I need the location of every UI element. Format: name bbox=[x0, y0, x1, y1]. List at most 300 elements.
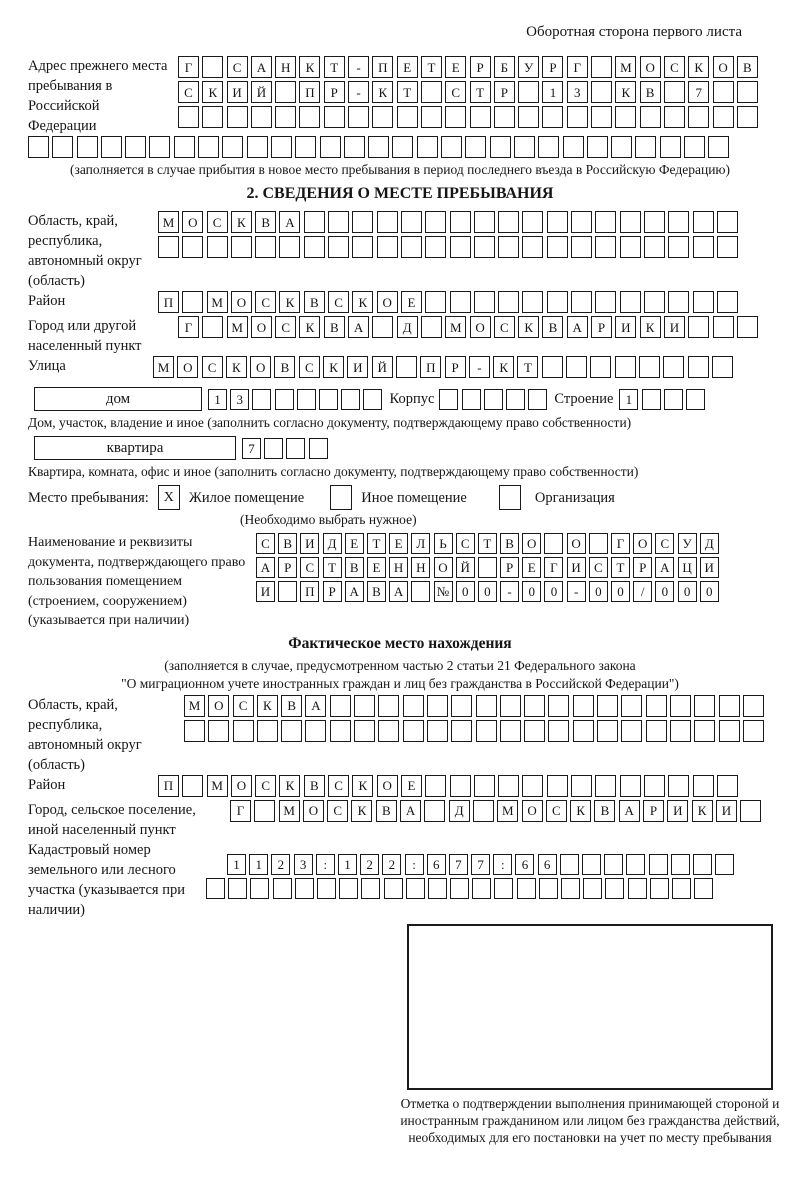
grid-cell bbox=[615, 106, 636, 128]
grid-cell: В bbox=[324, 316, 345, 338]
grid-cell: 0 bbox=[655, 581, 674, 602]
grid-cell bbox=[668, 775, 689, 797]
actual-region-grid bbox=[184, 695, 800, 745]
grid-cell bbox=[628, 878, 647, 899]
grid-cell: Г bbox=[178, 56, 199, 78]
grid-cell: С bbox=[202, 356, 223, 378]
grid-cell bbox=[542, 356, 563, 378]
grid-cell: К bbox=[226, 356, 247, 378]
stamp-box bbox=[407, 924, 773, 1090]
grid-cell bbox=[563, 136, 584, 158]
grid-cell: И bbox=[667, 800, 688, 822]
grid-cell: К bbox=[351, 800, 372, 822]
grid-cell bbox=[595, 291, 616, 313]
stay-type-line bbox=[28, 485, 800, 510]
prev-address-block bbox=[28, 56, 800, 136]
grid-row bbox=[230, 800, 765, 822]
grid-cell bbox=[615, 356, 636, 378]
grid-cell: К bbox=[352, 775, 373, 797]
actual-region-label: Область, край, республика, автономный округ (область) bbox=[28, 696, 142, 773]
grid-cell bbox=[561, 878, 580, 899]
grid-cell bbox=[566, 356, 587, 378]
grid-cell bbox=[363, 389, 382, 410]
grid-cell: К bbox=[323, 356, 344, 378]
page-title: Оборотная сторона первого листа bbox=[526, 24, 742, 40]
grid-row bbox=[184, 695, 800, 717]
grid-cell bbox=[573, 695, 594, 717]
grid-cell bbox=[539, 878, 558, 899]
korpus-cells bbox=[439, 389, 550, 410]
grid-cell bbox=[522, 236, 543, 258]
grid-cell bbox=[547, 236, 568, 258]
grid-cell: - bbox=[567, 581, 586, 602]
grid-cell bbox=[694, 720, 715, 742]
cadastre-block bbox=[28, 840, 800, 920]
grid-row bbox=[256, 533, 800, 554]
grid-cell bbox=[250, 878, 269, 899]
grid-cell bbox=[712, 356, 733, 378]
grid-cell bbox=[198, 136, 219, 158]
grid-cell: А bbox=[348, 316, 369, 338]
grid-cell bbox=[597, 720, 618, 742]
grid-cell: М bbox=[153, 356, 174, 378]
grid-cell bbox=[184, 720, 205, 742]
grid-cell: В bbox=[255, 211, 276, 233]
grid-cell bbox=[401, 211, 422, 233]
grid-cell bbox=[149, 136, 170, 158]
grid-cell bbox=[672, 878, 691, 899]
grid-cell: К bbox=[518, 316, 539, 338]
grid-cell bbox=[305, 720, 326, 742]
grid-cell bbox=[206, 878, 225, 899]
grid-cell: - bbox=[469, 356, 490, 378]
grid-cell bbox=[644, 775, 665, 797]
grid-cell bbox=[713, 316, 734, 338]
grid-cell bbox=[494, 106, 515, 128]
grid-cell bbox=[320, 136, 341, 158]
grid-cell: В bbox=[542, 316, 563, 338]
grid-cell bbox=[660, 136, 681, 158]
grid-cell: М bbox=[207, 291, 228, 313]
grid-cell bbox=[640, 106, 661, 128]
actual-city-label: Город, сельское поселение, иной населенный пункт bbox=[28, 801, 196, 838]
grid-cell: Е bbox=[445, 56, 466, 78]
grid-cell: Б bbox=[494, 56, 515, 78]
grid-cell: О bbox=[177, 356, 198, 378]
grid-cell: 6 bbox=[427, 854, 446, 875]
organization-checkbox bbox=[499, 485, 521, 510]
grid-cell bbox=[257, 720, 278, 742]
grid-cell: С bbox=[328, 291, 349, 313]
grid-cell: С bbox=[664, 56, 685, 78]
grid-cell bbox=[538, 136, 559, 158]
grid-cell: А bbox=[305, 695, 326, 717]
grid-cell: О bbox=[251, 316, 272, 338]
grid-cell: О bbox=[231, 775, 252, 797]
grid-cell: С bbox=[456, 533, 475, 554]
grid-cell: 6 bbox=[515, 854, 534, 875]
grid-cell bbox=[595, 211, 616, 233]
grid-cell: О bbox=[434, 557, 453, 578]
grid-cell: И bbox=[716, 800, 737, 822]
grid-cell bbox=[717, 236, 738, 258]
grid-cell: / bbox=[633, 581, 652, 602]
grid-cell: : bbox=[316, 854, 335, 875]
grid-cell bbox=[620, 236, 641, 258]
grid-cell bbox=[202, 56, 223, 78]
grid-cell bbox=[251, 106, 272, 128]
stroenie-label: Строение bbox=[554, 391, 614, 407]
grid-cell bbox=[476, 720, 497, 742]
grid-cell: Р bbox=[324, 81, 345, 103]
grid-cell: О bbox=[303, 800, 324, 822]
grid-row bbox=[178, 81, 800, 103]
grid-cell bbox=[392, 136, 413, 158]
grid-cell bbox=[354, 720, 375, 742]
grid-cell: В bbox=[737, 56, 758, 78]
grid-cell bbox=[639, 356, 660, 378]
grid-cell: Й bbox=[372, 356, 393, 378]
grid-cell bbox=[649, 854, 668, 875]
actual-location-note-line2: "О миграционном учете иностранных граждан и лиц без гражданства в Российской Федерации") bbox=[121, 675, 679, 691]
grid-cell bbox=[275, 389, 294, 410]
grid-cell bbox=[567, 106, 588, 128]
grid-cell: В bbox=[367, 581, 386, 602]
apartment-cells bbox=[242, 438, 331, 459]
grid-cell bbox=[522, 775, 543, 797]
grid-cell bbox=[737, 316, 758, 338]
grid-cell bbox=[621, 720, 642, 742]
grid-cell: 3 bbox=[230, 389, 249, 410]
grid-cell bbox=[688, 316, 709, 338]
grid-cell: 0 bbox=[478, 581, 497, 602]
grid-cell: С bbox=[300, 557, 319, 578]
grid-cell bbox=[560, 854, 579, 875]
document-label: Наименование и реквизиты документа, подтверждающего право пользования помещением (строением, сооружением) (указывается при наличии) bbox=[28, 535, 246, 628]
grid-cell bbox=[361, 878, 380, 899]
grid-cell bbox=[174, 136, 195, 158]
grid-cell: О bbox=[640, 56, 661, 78]
grid-cell: 1 bbox=[208, 389, 227, 410]
grid-cell: П bbox=[372, 56, 393, 78]
grid-cell bbox=[498, 291, 519, 313]
grid-cell: К bbox=[257, 695, 278, 717]
grid-cell bbox=[299, 106, 320, 128]
stay-type-label: Место пребывания: bbox=[28, 489, 149, 506]
grid-cell bbox=[344, 136, 365, 158]
grid-cell: В bbox=[274, 356, 295, 378]
grid-cell: 1 bbox=[338, 854, 357, 875]
grid-cell: Р bbox=[445, 356, 466, 378]
grid-cell bbox=[202, 316, 223, 338]
document-block bbox=[28, 533, 800, 631]
grid-cell bbox=[182, 291, 203, 313]
grid-cell bbox=[328, 211, 349, 233]
grid-cell: Й bbox=[251, 81, 272, 103]
grid-cell bbox=[396, 356, 417, 378]
house-box-label: дом bbox=[34, 387, 202, 411]
grid-cell bbox=[664, 106, 685, 128]
grid-cell: К bbox=[493, 356, 514, 378]
grid-cell: О bbox=[567, 533, 586, 554]
grid-cell: : bbox=[405, 854, 424, 875]
grid-cell bbox=[352, 211, 373, 233]
grid-cell: О bbox=[208, 695, 229, 717]
grid-cell: О bbox=[250, 356, 271, 378]
grid-cell bbox=[644, 236, 665, 258]
grid-cell bbox=[571, 291, 592, 313]
grid-cell bbox=[694, 695, 715, 717]
grid-cell: Е bbox=[401, 775, 422, 797]
grid-cell bbox=[684, 136, 705, 158]
grid-cell bbox=[547, 291, 568, 313]
grid-cell: К bbox=[372, 81, 393, 103]
grid-cell bbox=[77, 136, 98, 158]
grid-cell: Т bbox=[397, 81, 418, 103]
grid-cell: Д bbox=[397, 316, 418, 338]
grid-cell bbox=[548, 720, 569, 742]
grid-cell bbox=[547, 211, 568, 233]
house-line bbox=[34, 387, 800, 411]
grid-cell: Е bbox=[522, 557, 541, 578]
grid-cell bbox=[668, 291, 689, 313]
grid-cell: Н bbox=[275, 56, 296, 78]
grid-row bbox=[158, 291, 741, 313]
grid-cell bbox=[522, 211, 543, 233]
grid-cell: Р bbox=[470, 56, 491, 78]
grid-cell: В bbox=[304, 775, 325, 797]
grid-cell bbox=[664, 81, 685, 103]
street-label: Улица bbox=[28, 358, 66, 374]
grid-cell: А bbox=[400, 800, 421, 822]
grid-cell: Т bbox=[421, 56, 442, 78]
grid-cell bbox=[450, 236, 471, 258]
grid-cell: К bbox=[570, 800, 591, 822]
prev-address-label: Адрес прежнего места пребывания в Российской Федерации bbox=[28, 58, 168, 134]
grid-cell bbox=[597, 695, 618, 717]
grid-row bbox=[158, 236, 800, 258]
grid-row bbox=[256, 581, 800, 602]
grid-cell: Д bbox=[700, 533, 719, 554]
grid-cell: Р bbox=[643, 800, 664, 822]
grid-cell bbox=[295, 878, 314, 899]
grid-cell: О bbox=[522, 533, 541, 554]
grid-cell bbox=[524, 695, 545, 717]
grid-cell bbox=[621, 695, 642, 717]
grid-cell bbox=[620, 211, 641, 233]
grid-cell bbox=[450, 211, 471, 233]
grid-cell bbox=[425, 211, 446, 233]
grid-cell bbox=[474, 291, 495, 313]
grid-cell bbox=[247, 136, 268, 158]
grid-cell bbox=[182, 775, 203, 797]
grid-cell: С bbox=[328, 775, 349, 797]
grid-cell bbox=[605, 878, 624, 899]
grid-cell bbox=[397, 106, 418, 128]
house-note: Дом, участок, владение и иное (заполнить согласно документу, подтверждающему право собственности) bbox=[28, 415, 632, 430]
grid-cell: О bbox=[522, 800, 543, 822]
grid-cell bbox=[462, 389, 481, 410]
stamp-caption: Отметка о подтверждении выполнения принимающей стороной и иностранным гражданином или лицом без гражданства действий, необходимых для его постановки на учет по месту пребывания bbox=[400, 1095, 780, 1145]
residential-checkbox: X bbox=[158, 485, 180, 510]
grid-cell: Н bbox=[389, 557, 408, 578]
grid-cell bbox=[717, 775, 738, 797]
grid-cell bbox=[328, 236, 349, 258]
grid-cell: И bbox=[300, 533, 319, 554]
grid-cell bbox=[518, 106, 539, 128]
grid-cell: - bbox=[348, 81, 369, 103]
grid-cell bbox=[524, 720, 545, 742]
grid-cell: Г bbox=[178, 316, 199, 338]
grid-cell bbox=[472, 878, 491, 899]
grid-cell: 3 bbox=[567, 81, 588, 103]
grid-cell: М bbox=[279, 800, 300, 822]
section2-header: 2. СВЕДЕНИЯ О МЕСТЕ ПРЕБЫВАНИЯ bbox=[246, 185, 554, 202]
grid-cell bbox=[713, 106, 734, 128]
grid-cell bbox=[670, 695, 691, 717]
prev-address-grid bbox=[178, 56, 800, 131]
grid-cell bbox=[279, 236, 300, 258]
grid-cell: С bbox=[445, 81, 466, 103]
grid-cell: О bbox=[377, 775, 398, 797]
grid-cell bbox=[713, 81, 734, 103]
grid-cell: Р bbox=[494, 81, 515, 103]
prev-address-overflow-row bbox=[28, 136, 800, 158]
grid-row bbox=[153, 356, 736, 378]
grid-cell bbox=[275, 106, 296, 128]
grid-cell: К bbox=[352, 291, 373, 313]
residential-option-label: Жилое помещение bbox=[188, 489, 305, 506]
grid-cell bbox=[694, 878, 713, 899]
grid-cell: 0 bbox=[589, 581, 608, 602]
grid-cell bbox=[490, 136, 511, 158]
grid-cell: К bbox=[692, 800, 713, 822]
grid-cell bbox=[125, 136, 146, 158]
grid-cell bbox=[275, 81, 296, 103]
grid-cell bbox=[384, 878, 403, 899]
grid-cell: - bbox=[348, 56, 369, 78]
grid-cell bbox=[688, 106, 709, 128]
grid-cell bbox=[693, 291, 714, 313]
grid-cell: И bbox=[256, 581, 275, 602]
grid-row bbox=[178, 316, 761, 338]
grid-cell bbox=[178, 106, 199, 128]
grid-cell bbox=[595, 775, 616, 797]
grid-cell: Д bbox=[323, 533, 342, 554]
grid-cell: С bbox=[227, 56, 248, 78]
grid-cell: К bbox=[202, 81, 223, 103]
grid-row bbox=[178, 56, 800, 78]
grid-cell bbox=[542, 106, 563, 128]
grid-cell bbox=[474, 211, 495, 233]
street-block bbox=[28, 356, 800, 381]
grid-cell: А bbox=[567, 316, 588, 338]
grid-cell bbox=[470, 106, 491, 128]
grid-cell bbox=[352, 236, 373, 258]
grid-cell bbox=[401, 236, 422, 258]
grid-cell: Е bbox=[389, 533, 408, 554]
grid-cell bbox=[528, 389, 547, 410]
grid-cell: А bbox=[256, 557, 275, 578]
grid-cell: Т bbox=[611, 557, 630, 578]
grid-cell bbox=[450, 775, 471, 797]
grid-cell bbox=[227, 106, 248, 128]
grid-cell bbox=[339, 878, 358, 899]
grid-cell: С bbox=[299, 356, 320, 378]
grid-cell: С bbox=[256, 533, 275, 554]
grid-cell bbox=[403, 695, 424, 717]
grid-cell: У bbox=[678, 533, 697, 554]
grid-cell: А bbox=[251, 56, 272, 78]
grid-cell bbox=[473, 800, 494, 822]
grid-cell: В bbox=[278, 533, 297, 554]
grid-cell bbox=[406, 878, 425, 899]
grid-cell bbox=[295, 136, 316, 158]
grid-cell: В bbox=[281, 695, 302, 717]
grid-cell bbox=[474, 775, 495, 797]
grid-cell bbox=[427, 720, 448, 742]
other-premises-option-label: Иное помещение bbox=[361, 489, 467, 506]
grid-cell bbox=[304, 236, 325, 258]
grid-cell bbox=[445, 106, 466, 128]
grid-row bbox=[178, 106, 800, 128]
grid-cell bbox=[354, 695, 375, 717]
city-label: Город или другой населенный пункт bbox=[28, 318, 142, 354]
grid-cell: Р bbox=[542, 56, 563, 78]
actual-location-header: Фактическое место нахождения bbox=[288, 634, 512, 652]
grid-cell: М bbox=[445, 316, 466, 338]
grid-cell bbox=[620, 291, 641, 313]
grid-cell: Е bbox=[345, 533, 364, 554]
grid-cell: О bbox=[713, 56, 734, 78]
grid-cell bbox=[368, 136, 389, 158]
grid-cell bbox=[255, 236, 276, 258]
grid-cell bbox=[425, 236, 446, 258]
region-grid bbox=[158, 211, 800, 261]
actual-district-label: Район bbox=[28, 776, 66, 793]
grid-cell: - bbox=[500, 581, 519, 602]
grid-cell bbox=[424, 800, 445, 822]
grid-cell: С bbox=[207, 211, 228, 233]
document-grid bbox=[256, 533, 800, 605]
grid-cell bbox=[309, 438, 328, 459]
grid-cell bbox=[202, 106, 223, 128]
grid-cell bbox=[693, 211, 714, 233]
grid-cell bbox=[271, 136, 292, 158]
grid-cell bbox=[278, 581, 297, 602]
grid-cell: Р bbox=[500, 557, 519, 578]
grid-cell: 2 bbox=[271, 854, 290, 875]
grid-cell: Т bbox=[323, 557, 342, 578]
grid-cell: Ц bbox=[678, 557, 697, 578]
grid-cell bbox=[297, 389, 316, 410]
grid-cell bbox=[478, 557, 497, 578]
grid-cell: Г bbox=[567, 56, 588, 78]
grid-cell bbox=[425, 775, 446, 797]
grid-cell: У bbox=[518, 56, 539, 78]
grid-cell: И bbox=[664, 316, 685, 338]
grid-cell: И bbox=[227, 81, 248, 103]
region-label: Область, край, республика, автономный округ (область) bbox=[28, 213, 142, 289]
grid-row bbox=[256, 557, 800, 578]
grid-cell: Т bbox=[367, 533, 386, 554]
stamp-area bbox=[370, 924, 800, 1146]
grid-cell bbox=[646, 720, 667, 742]
grid-cell: С bbox=[655, 533, 674, 554]
grid-cell: 0 bbox=[522, 581, 541, 602]
grid-cell bbox=[28, 136, 49, 158]
grid-cell bbox=[719, 695, 740, 717]
